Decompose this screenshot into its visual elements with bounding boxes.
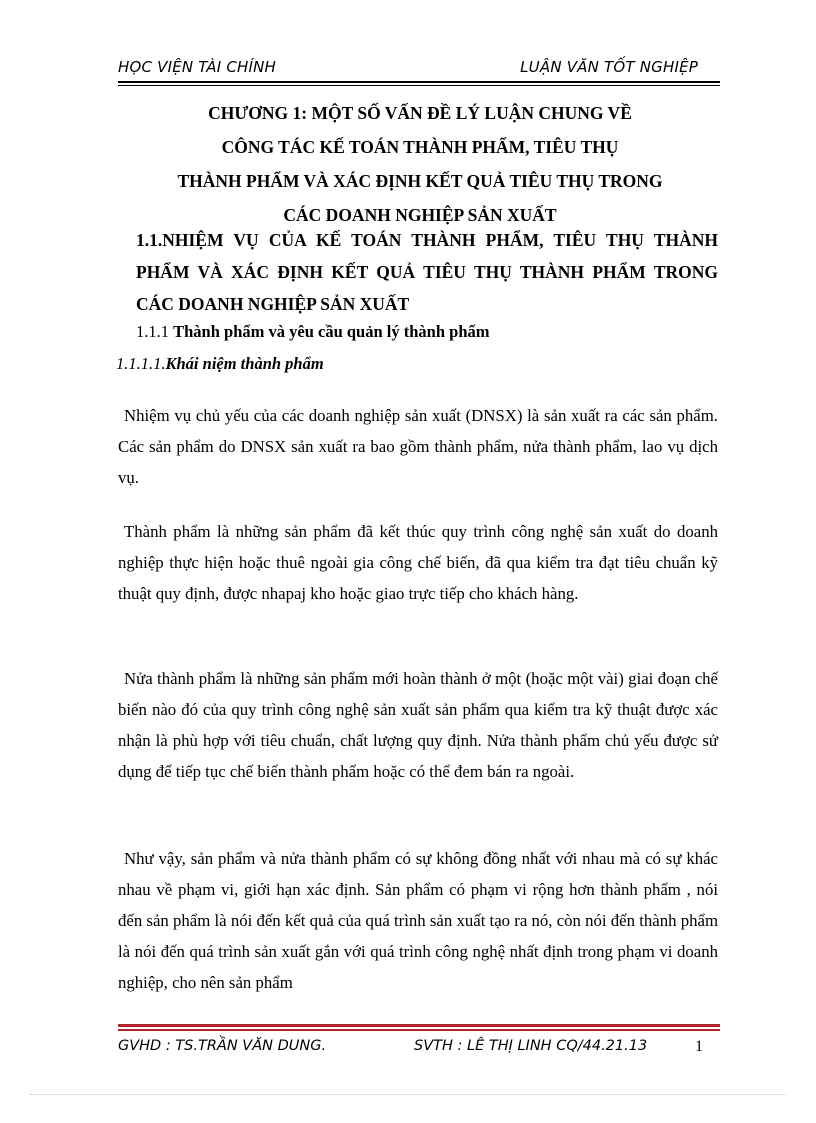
- paragraph-text: Nửa thành phẩm là những sản phẩm mới hoàn thành ở một (hoặc một vài) giai đoạn chế biến nào đó của quy trình công nghệ sản xuất sản phẩm qua kiểm tra kỹ thuật được xác nhận là phù hợp với tiêu chuẩn, chất lượng quy định. Nửa thành phẩm chủ yếu được sử dụng để tiếp tục chế biến thành phẩm hoặc có thể đem bán ra ngoài.: [118, 669, 718, 781]
- paragraph-3: [118, 663, 718, 787]
- subsubsection-heading-1-1-1-1: [116, 352, 324, 376]
- section-number: 1.1.: [136, 230, 163, 250]
- paragraph-4: [118, 843, 718, 998]
- footer-student: SVTH : LÊ THỊ LINH CQ/44.21.13: [414, 1038, 648, 1054]
- footer-advisor: GVHD : TS.TRẦN VĂN DUNG.: [118, 1038, 327, 1054]
- page-edge-dotted-line: [30, 1094, 786, 1095]
- subsection-heading-1-1-1: [136, 320, 490, 344]
- subsubsection-title: Khái niệm thành phẩm: [165, 354, 324, 373]
- paragraph-text: Như vậy, sản phẩm và nửa thành phẩm có sự không đồng nhất với nhau mà có sự khác nhau về phạm vi, giới hạn xác định. Sản phẩm có phạm vi rộng hơn thành phẩm , nói đến sản phẩm là nói đến kết quả của quá trình sản xuất tạo ra nó, còn nói đến thành phẩm là nói đến quá trình sản xuất gắn với quá trình công nghệ nhất định trong phạm vi doanh nghiệp, cho nên sản phẩm: [118, 849, 718, 992]
- header-doc-type: LUẬN VĂN TỐT NGHIỆP: [520, 58, 698, 76]
- footer-rule: [118, 1024, 720, 1027]
- chapter-title: [130, 96, 710, 232]
- paragraph-1: [118, 400, 718, 493]
- header-institution: HỌC VIỆN TÀI CHÍNH: [118, 58, 276, 76]
- chapter-title-line-3: THÀNH PHẨM VÀ XÁC ĐỊNH KẾT QUẢ TIÊU THỤ TRONG: [177, 171, 663, 191]
- paragraph-2: [118, 516, 718, 609]
- subsection-title: Thành phẩm và yêu cầu quản lý thành phẩm: [173, 322, 490, 341]
- footer-rule-thin: [118, 1029, 720, 1031]
- chapter-title-line-2: CÔNG TÁC KẾ TOÁN THÀNH PHẨM, TIÊU THỤ: [221, 137, 619, 157]
- paragraph-text: Nhiệm vụ chủ yếu của các doanh nghiệp sản xuất (DNSX) là sản xuất ra các sản phẩm. Các sản phẩm do DNSX sản xuất ra bao gồm thành phẩm, nửa thành phẩm, lao vụ dịch vụ.: [118, 406, 718, 487]
- page-number: 1: [695, 1038, 703, 1055]
- section-heading-1-1: [136, 224, 718, 320]
- chapter-title-line-1: CHƯƠNG 1: MỘT SỐ VẤN ĐỀ LÝ LUẬN CHUNG VỀ: [208, 103, 632, 123]
- paragraph-text: Thành phẩm là những sản phẩm đã kết thúc quy trình công nghệ sản xuất do doanh nghiệp thực hiện hoặc thuê ngoài gia công chế biến, đã qua kiểm tra đạt tiêu chuẩn kỹ thuật quy định, được nhapaj kho hoặc giao trực tiếp cho khách hàng.: [118, 522, 718, 603]
- header-rule-thin: [118, 85, 720, 86]
- header-rule: [118, 81, 720, 83]
- subsection-number: 1.1.1: [136, 322, 174, 341]
- section-title: NHIỆM VỤ CỦA KẾ TOÁN THÀNH PHẨM, TIÊU THỤ THÀNH PHẨM VÀ XÁC ĐỊNH KẾT QUẢ TIÊU THỤ THÀNH PHẨM TRONG CÁC DOANH NGHIỆP SẢN XUẤT: [136, 230, 718, 314]
- chapter-title-line-4: CÁC DOANH NGHIỆP SẢN XUẤT: [283, 205, 557, 225]
- subsubsection-number: 1.1.1.1.: [116, 354, 166, 373]
